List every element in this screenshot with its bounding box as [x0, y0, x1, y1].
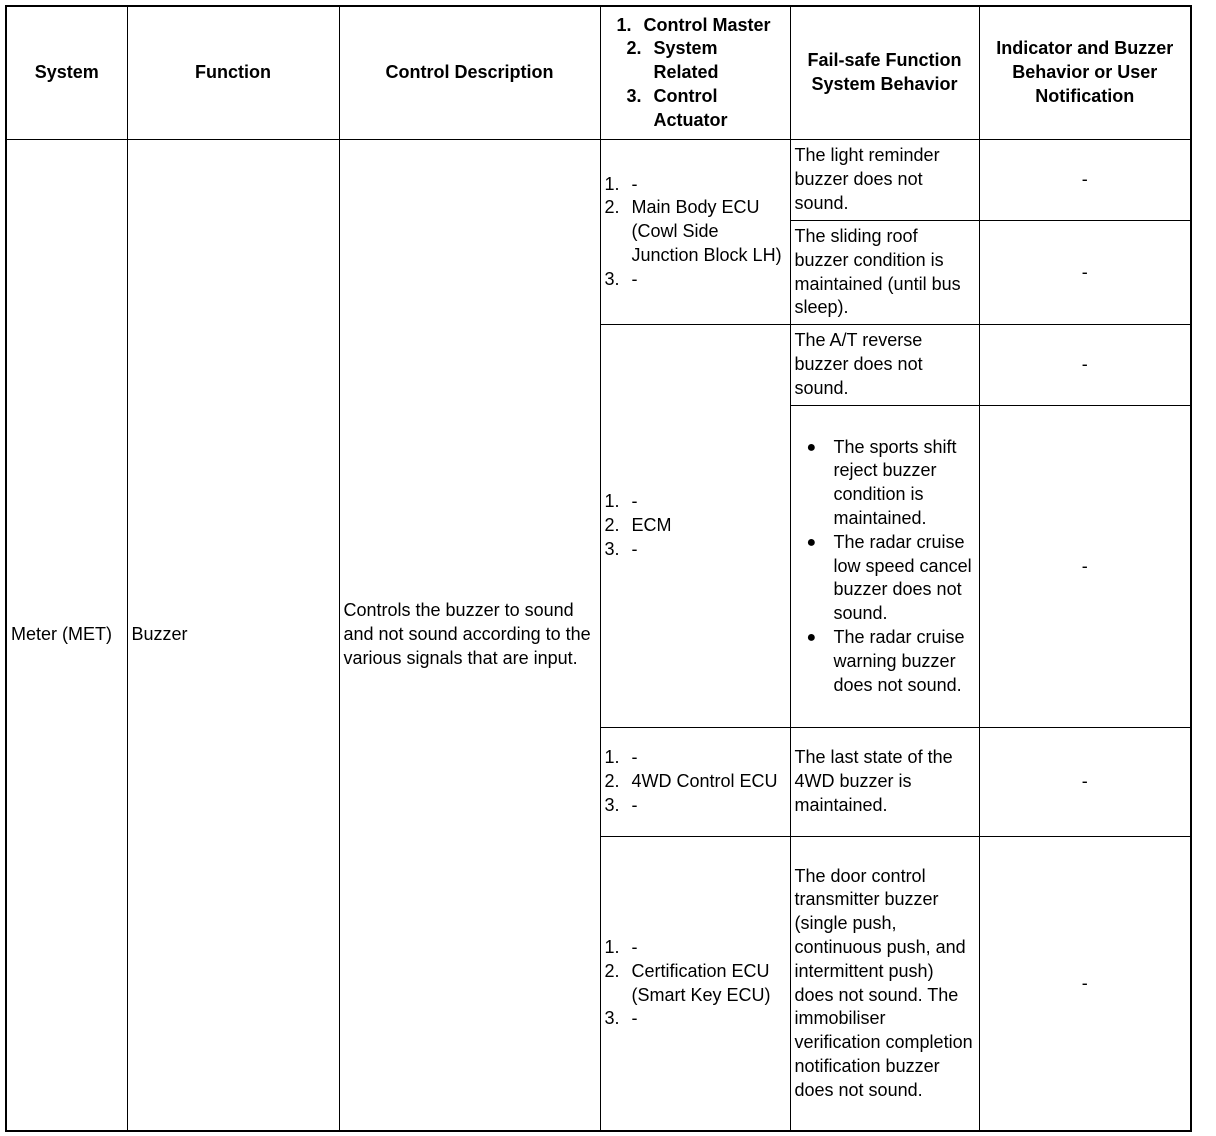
header-control-description: Control Description [339, 6, 600, 140]
bullet-text: The sports shift reject buzzer condition is maintained. [833, 436, 957, 528]
cell-indicator: - [979, 140, 1191, 221]
item-number: 1. [604, 936, 620, 957]
item-text: - [631, 794, 638, 815]
header-row [6, 6, 1191, 140]
item-number: 1. [604, 173, 620, 194]
bullet-text: The radar cruise low speed cancel buzzer does not sound. [833, 531, 972, 624]
controller-item [605, 936, 786, 960]
cell-system: Meter (MET) [6, 140, 127, 1131]
header-controller-item [617, 37, 784, 85]
cell-indicator: - [979, 728, 1191, 837]
header-controller [600, 6, 790, 140]
header-indicator: Indicator and Buzzer Behavior or User Notification [979, 6, 1191, 140]
controller-item [605, 268, 786, 292]
header-controller-list [617, 14, 784, 133]
table-body [6, 140, 1191, 1131]
header-function: Function [127, 6, 339, 140]
fail-safe-table [5, 5, 1192, 1132]
table-row [6, 140, 1191, 221]
item-number: 2. [626, 38, 642, 59]
cell-indicator: - [979, 221, 1191, 325]
cell-indicator: - [979, 837, 1191, 1131]
item-text: System Related [653, 38, 719, 83]
cell-indicator: - [979, 325, 1191, 406]
cell-failsafe: The A/T reverse buzzer does not sound. [790, 325, 979, 406]
controller-list [605, 936, 786, 1031]
item-text: - [631, 747, 638, 768]
controller-list [605, 173, 786, 292]
item-number: 2. [604, 197, 620, 218]
controller-item [605, 173, 786, 197]
controller-item [605, 490, 786, 514]
cell-controller [600, 325, 790, 728]
item-number: 2. [604, 960, 620, 981]
item-number: 1. [604, 747, 620, 768]
cell-failsafe [790, 406, 979, 728]
item-number: 3. [626, 85, 642, 106]
item-text: ECM [631, 515, 672, 536]
bullet-icon: ● [806, 438, 817, 456]
item-text: Main Body ECU (Cowl Side Junction Block LH) [631, 197, 782, 265]
bullet-item [795, 531, 975, 626]
cell-failsafe: The door control transmitter buzzer (single push, continuous push, and intermittent push) does not sound. The immobiliser verification completion notification buzzer does not sound. [790, 837, 979, 1131]
controller-item [605, 538, 786, 562]
controller-list [605, 490, 786, 561]
item-text: - [631, 268, 638, 289]
item-text: - [631, 1008, 638, 1029]
controller-item [605, 514, 786, 538]
cell-controller [600, 728, 790, 837]
item-number: 3. [604, 794, 620, 815]
item-text: Control Actuator [653, 85, 728, 130]
item-text: - [631, 936, 638, 957]
cell-indicator: - [979, 406, 1191, 728]
bullet-icon: ● [806, 533, 817, 551]
controller-list [605, 746, 786, 817]
item-text: 4WD Control ECU [631, 771, 778, 792]
item-number: 3. [604, 1008, 620, 1029]
controller-item [605, 770, 786, 794]
cell-controller [600, 140, 790, 325]
header-controller-item [617, 14, 784, 38]
header-controller-item [617, 85, 784, 133]
item-text: Certification ECU (Smart Key ECU) [631, 960, 771, 1005]
cell-failsafe: The light reminder buzzer does not sound. [790, 140, 979, 221]
controller-item [605, 1007, 786, 1031]
bullet-text: The radar cruise warning buzzer does not sound. [833, 626, 965, 695]
item-text: - [631, 173, 638, 194]
header-failsafe: Fail-safe Function System Behavior [790, 6, 979, 140]
cell-controller [600, 837, 790, 1131]
item-number: 3. [604, 268, 620, 289]
item-number: 1. [604, 491, 620, 512]
item-number: 1. [616, 14, 632, 35]
controller-item [605, 746, 786, 770]
failsafe-bullet-list [795, 436, 975, 698]
bullet-item [795, 436, 975, 531]
table-header [6, 6, 1191, 140]
controller-item [605, 960, 786, 1008]
cell-failsafe: The last state of the 4WD buzzer is maintained. [790, 728, 979, 837]
controller-item [605, 794, 786, 818]
cell-failsafe: The sliding roof buzzer condition is maintained (until bus sleep). [790, 221, 979, 325]
cell-control-description: Controls the buzzer to sound and not sound according to the various signals that are input. [339, 140, 600, 1131]
item-text: - [631, 538, 638, 559]
controller-item [605, 196, 786, 267]
item-number: 2. [604, 515, 620, 536]
cell-function: Buzzer [127, 140, 339, 1131]
item-text: - [631, 491, 638, 512]
bullet-item [795, 626, 975, 697]
item-text: Control Master [643, 14, 771, 35]
item-number: 3. [604, 538, 620, 559]
bullet-icon: ● [806, 628, 817, 646]
item-number: 2. [604, 771, 620, 792]
header-system: System [6, 6, 127, 140]
